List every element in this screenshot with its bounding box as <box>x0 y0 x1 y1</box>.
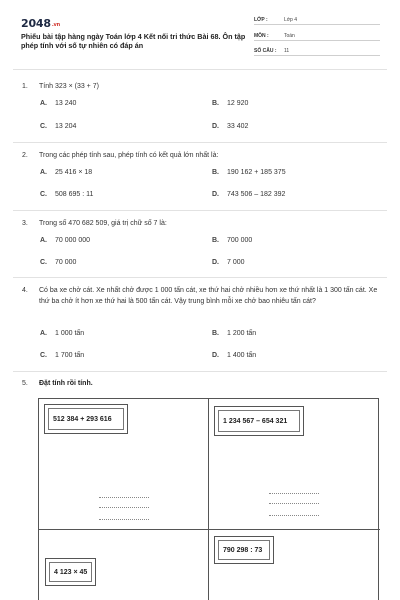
exercise-box <box>214 536 274 564</box>
answer-line[interactable] <box>99 519 149 520</box>
option-b[interactable]: B. 700 000 <box>212 237 253 244</box>
option-d[interactable]: D. 33 402 <box>212 123 249 130</box>
divider <box>13 371 387 372</box>
option-d[interactable]: D. 7 000 <box>212 259 245 266</box>
option-c[interactable]: C. 1 700 tấn <box>40 352 85 359</box>
option-c[interactable]: C. 70 000 <box>40 259 77 266</box>
option-b[interactable]: B. 1 200 tấn <box>212 330 257 337</box>
divider <box>13 210 387 211</box>
answer-line[interactable] <box>99 507 149 508</box>
question-number: 2. <box>22 152 28 159</box>
answer-line[interactable] <box>269 493 319 494</box>
divider <box>13 69 387 70</box>
grid-divider-horizontal <box>39 529 380 530</box>
question-stem: Có ba xe chở cát. Xe nhất chở được 1 000 tấn cát, xe thứ hai chở nhiều hơn xe thứ nhất là 1 300 tấn cát. Xe thứ ba chở ít hơn xe thứ hai là 500 tấn cát. Vậy trung bình mỗi xe chở bao nhiêu tấn cát? <box>39 287 378 305</box>
grid-divider-vertical <box>208 399 209 600</box>
option-c[interactable]: C. 13 204 <box>40 123 77 130</box>
question-number: 5. <box>22 380 28 387</box>
meta-subject-row <box>254 30 380 41</box>
exercise-grid <box>38 398 379 600</box>
option-a[interactable]: A. 1 000 tấn <box>40 330 85 337</box>
answer-line[interactable] <box>269 515 319 516</box>
exercise-expression: 790 298 : 73 <box>218 540 270 560</box>
question-stem: Đặt tính rồi tính. <box>39 380 93 387</box>
exercise-expression: 4 123 × 45 <box>49 562 92 582</box>
option-d[interactable]: D. 743 506 – 182 392 <box>212 191 286 198</box>
site-logo <box>21 17 60 30</box>
answer-line[interactable] <box>99 497 149 498</box>
option-b[interactable]: B. 12 920 <box>212 100 249 107</box>
meta-value: Lớp 4 <box>284 17 298 23</box>
exercise-box <box>44 404 128 434</box>
exercise-expression: 512 384 + 293 616 <box>48 408 124 430</box>
exercise-box <box>214 406 304 436</box>
question-stem: Trong các phép tính sau, phép tính có kết quả lớn nhất là: <box>39 152 219 159</box>
question-stem: Tính 323 × (33 + 7) <box>39 83 99 90</box>
meta-label: SỐ CÂU : <box>254 48 277 54</box>
option-a[interactable]: A. 25 416 × 18 <box>40 169 93 176</box>
divider <box>13 277 387 278</box>
exercise-box <box>45 558 96 586</box>
divider <box>13 142 387 143</box>
meta-label: MÔN : <box>254 33 269 39</box>
meta-count-row <box>254 45 380 56</box>
meta-class-row <box>254 14 380 25</box>
question-number: 3. <box>22 220 28 227</box>
worksheet-title: Phiếu bài tập hàng ngày Toán lớp 4 Kết nối tri thức Bài 68. Ôn tập phép tính với số tự nhiên có đáp án <box>21 32 246 50</box>
option-c[interactable]: C. 508 695 : 11 <box>40 191 94 198</box>
meta-label: LỚP : <box>254 17 268 23</box>
logo-text: 2048 <box>21 17 51 30</box>
option-b[interactable]: B. 190 162 + 185 375 <box>212 169 286 176</box>
meta-value: 11 <box>284 48 290 54</box>
question-number: 4. <box>22 287 28 294</box>
question-number: 1. <box>22 83 28 90</box>
option-d[interactable]: D. 1 400 tấn <box>212 352 257 359</box>
question-stem: Trong số 470 682 509, giá trị chữ số 7 là: <box>39 220 167 227</box>
option-a[interactable]: A. 13 240 <box>40 100 77 107</box>
option-a[interactable]: A. 70 000 000 <box>40 237 91 244</box>
exercise-expression: 1 234 567 – 654 321 <box>218 410 300 432</box>
answer-line[interactable] <box>269 503 319 504</box>
meta-value: Toán <box>284 33 295 39</box>
logo-suffix: .vn <box>51 22 60 28</box>
